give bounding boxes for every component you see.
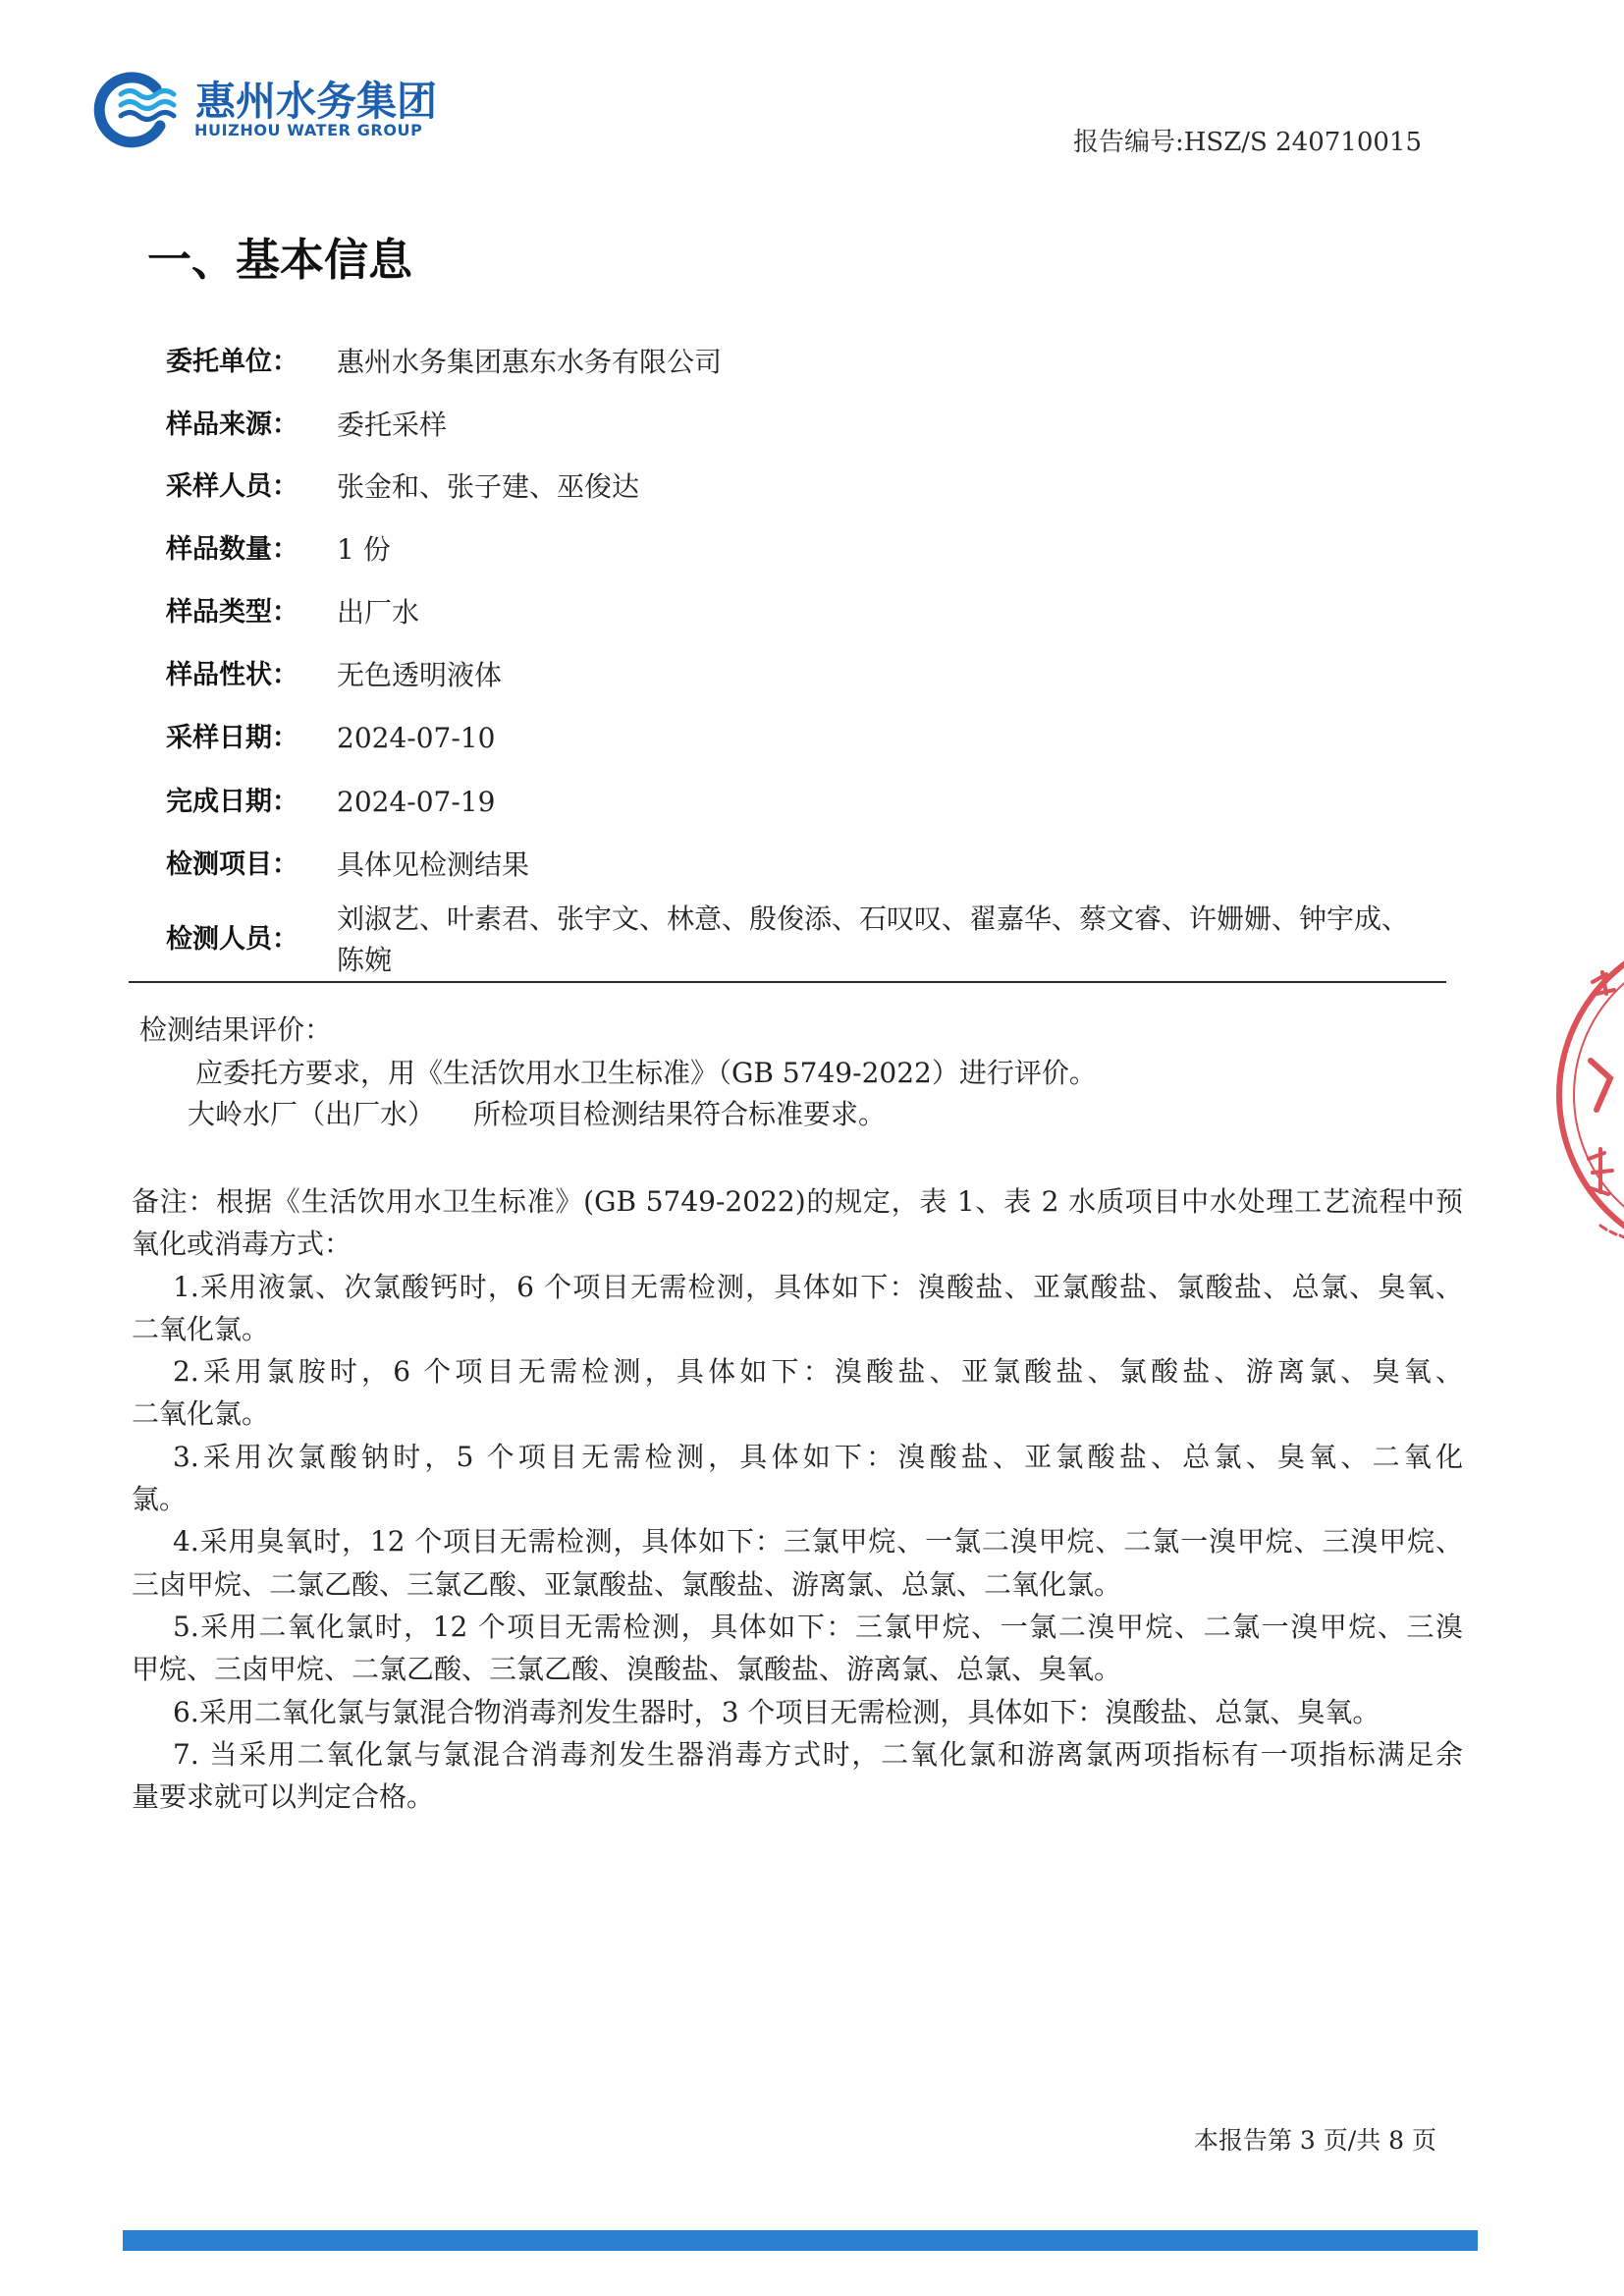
footer-bar [123,2230,1478,2251]
info-row-completion-date [0,783,1624,822]
section-title: 一、基本信息 [147,234,413,286]
info-value: 张金和、张子建、巫俊达 [337,470,640,503]
notes-line: 7. 当采用二氧化氯与氯混合消毒剂发生器消毒方式时，二氧化氯和游离氯两项指标有一项指标满足余 [173,1737,1463,1771]
info-value: 具体见检测结果 [337,848,530,881]
info-label: 检测人员： [166,924,298,955]
info-label: 样品性状： [166,660,298,690]
section-divider [129,981,1446,983]
notes-line: 氯。 [132,1483,188,1516]
info-row-sample-quantity [0,530,1624,570]
info-row-sample-appearance [0,656,1624,695]
notes-line: 3.采用次氯酸钠时，5 个项目无需检测，具体如下：溴酸盐、亚氯酸盐、总氯、臭氧、二氧化 [173,1440,1463,1473]
info-value: 2024-07-19 [337,786,496,818]
evaluation-heading: 检测结果评价： [139,1013,333,1046]
info-row-test-items [0,846,1624,885]
info-value: 2024-07-10 [337,722,496,754]
info-value: 委托采样 [337,409,448,441]
notes-line: 甲烷、三卤甲烷、二氯乙酸、三氯乙酸、溴酸盐、氯酸盐、游离氯、总氯、臭氧。 [132,1653,1122,1686]
evaluation-plant: 大岭水厂（出厂水） [188,1098,436,1130]
info-label: 完成日期： [166,787,298,817]
notes-line: 量要求就可以判定合格。 [132,1780,435,1814]
notes-line: 5.采用二氧化氯时，12 个项目无需检测，具体如下：三氯甲烷、一氯二溴甲烷、二氯一溴甲烷、三溴 [173,1610,1463,1643]
notes-block [132,1180,1463,1818]
info-value: 无色透明液体 [337,659,503,691]
notes-line: 4.采用臭氧时，12 个项目无需检测，具体如下：三氯甲烷、一氯二溴甲烷、二氯一溴甲烷、三溴甲烷、 [173,1525,1463,1558]
info-label: 样品来源： [166,410,298,440]
info-value: 惠州水务集团惠东水务有限公司 [337,346,723,378]
seal-stamp-icon [1532,913,1624,1277]
evaluation-result: 所检项目检测结果符合标准要求。 [473,1098,887,1130]
info-row-testers [0,900,1624,980]
page-number: 本报告第 3 页/共 8 页 [1193,2126,1436,2155]
notes-line: 二氧化氯。 [132,1397,270,1431]
info-label: 样品数量： [166,534,298,565]
info-row-sample-type [0,593,1624,632]
info-label: 样品类型： [166,597,298,628]
notes-line: 1.采用液氯、次氯酸钙时，6 个项目无需检测，具体如下：溴酸盐、亚氯酸盐、氯酸盐、总氯、臭氧、 [173,1270,1463,1303]
info-label: 委托单位： [166,347,298,377]
company-logo-icon [93,71,184,151]
info-label: 检测项目： [166,849,298,880]
info-row-sampling-date [0,719,1624,758]
notes-line: 氧化或消毒方式： [132,1228,352,1261]
info-value: 出厂水 [337,596,420,629]
notes-line: 备注：根据《生活饮用水卫生标准》(GB 5749-2022)的规定，表 1、表 2 水质项目中水处理工艺流程中预 [132,1185,1463,1218]
info-row-sample-source [0,406,1624,445]
company-name-cn: 惠州水务集团 [195,78,437,125]
notes-line: 2.采用氯胺时，6 个项目无需检测，具体如下：溴酸盐、亚氯酸盐、氯酸盐、游离氯、臭氧、 [173,1355,1463,1389]
notes-line: 二氧化氯。 [132,1312,270,1345]
report-number: 报告编号:HSZ/S 240710015 [1072,128,1422,157]
notes-line: 6.采用二氧化氯与氯混合物消毒剂发生器时，3 个项目无需检测，具体如下：溴酸盐、总氯、臭氧。 [173,1695,1380,1728]
info-label: 采样人员： [166,471,298,502]
info-label: 采样日期： [166,723,298,753]
info-value-line: 刘淑艺、叶素君、张宇文、林意、殷俊添、石叹叹、翟嘉华、蔡文睿、许姗姗、钟宇成、 [337,902,1410,935]
company-name-en: HUIZHOU WATER GROUP [194,121,423,139]
info-row-samplers [0,467,1624,507]
info-value-line: 陈婉 [337,944,393,976]
info-row-client [0,343,1624,382]
info-value: 1 份 [337,533,391,566]
notes-line: 三卤甲烷、二氯乙酸、三氯乙酸、亚氯酸盐、氯酸盐、游离氯、总氯、二氧化氯。 [132,1567,1122,1601]
evaluation-basis: 应委托方要求，用《生活饮用水卫生标准》（GB 5749-2022）进行评价。 [195,1057,1097,1089]
